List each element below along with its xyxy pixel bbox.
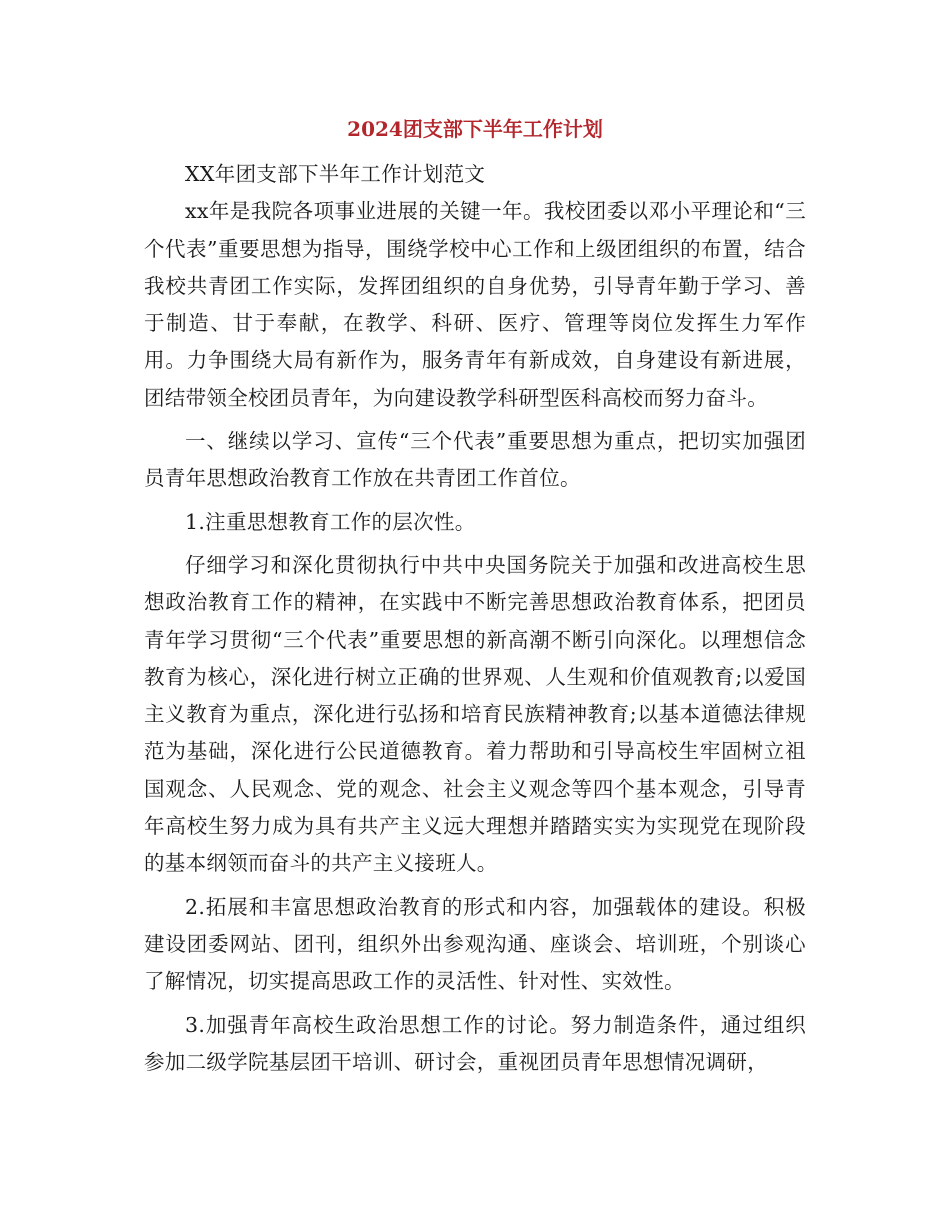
document-title: 2024团支部下半年工作计划	[347, 117, 603, 141]
paragraph-item-1-body: 仔细学习和深化贯彻执行中共中央国务院关于加强和改进高校生思想政治教育工作的精神，在实践中不断完善思想政治教育体系，把团员青年学习贯彻“三个代表”重要思想的新高潮不断引向深化。以理想信念教育为核心，深化进行树立正确的世界观、人生观和价值观教育;以爱国主义教育为重点，深化进行弘扬和培育民族精神教育;以基本道德法律规范为基础，深化进行公民道德教育。着力帮助和引导高校生牢固树立祖国观念、人民观念、党的观念、社会主义观念等四个基本观念，引导青年高校生努力成为具有共产主义远大理想并踏踏实实为实现党在现阶段的基本纲领而奋斗的共产主义接班人。	[144, 552, 806, 876]
paragraph-subtitle: XX年团支部下半年工作计划范文	[185, 162, 486, 186]
paragraph-item-3: 3.加强青年高校生政治思想工作的讨论。努力制造条件，通过组织参加二级学院基层团干培训、研讨会，重视团员青年思想情况调研，	[144, 1012, 806, 1074]
paragraph-item-2: 2.拓展和丰富思想政治教育的形式和内容，加强载体的建设。积极建设团委网站、团刊，组织外出参观沟通、座谈会、培训班，个别谈心了解情况，切实提高思政工作的灵活性、针对性、实效性。	[144, 894, 806, 994]
paragraph-section-one: 一、继续以学习、宣传“三个代表”重要思想为重点，把切实加强团员青年思想政治教育工作放在共青团工作首位。	[144, 429, 806, 491]
paragraph-item-1-heading: 1.注重思想教育工作的层次性。	[185, 509, 476, 534]
document-body	[144, 156, 806, 1081]
paragraph-intro: xx年是我院各项事业进展的关键一年。我校团委以邓小平理论和“三个代表”重要思想为指导，围绕学校中心工作和上级团组织的布置，结合我校共青团工作实际，发挥团组织的自身优势，引导青年勤于学习、善于制造、甘于奉献，在教学、科研、医疗、管理等岗位发挥生力军作用。力争围绕大局有新作为，服务青年有新成效，自身建设有新进展，团结带领全校团员青年，为向建设教学科研型医科高校而努力奋斗。	[144, 199, 806, 410]
